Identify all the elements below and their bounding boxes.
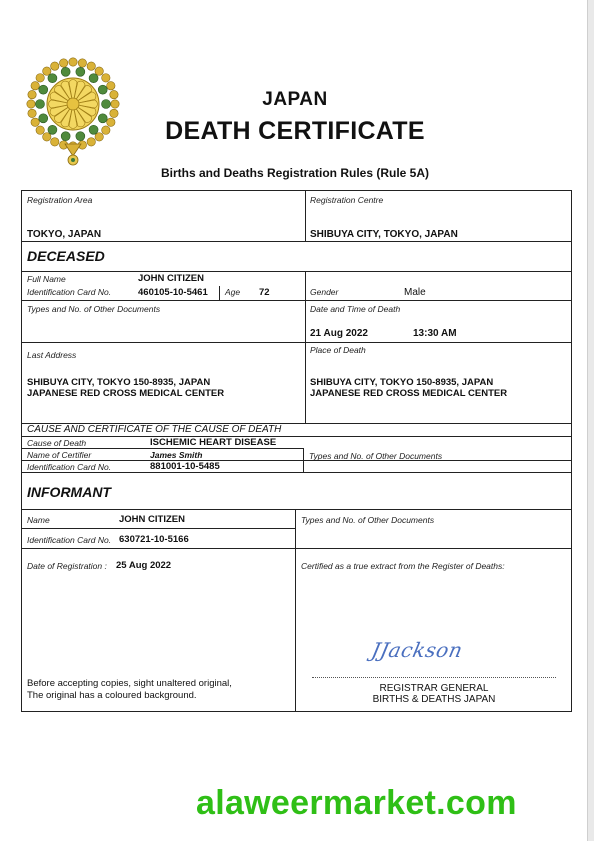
watermark-text: alaweermarket.com: [196, 784, 517, 822]
deceased-heading: DECEASED: [27, 248, 105, 264]
full-name-value: JOHN CITIZEN: [138, 273, 204, 284]
seal-ring-bead: [36, 74, 44, 82]
full-name-label: Full Name: [27, 274, 66, 284]
deceased-other-docs-label: Types and No. of Other Documents: [27, 304, 161, 314]
seal-ring-bead: [110, 90, 118, 98]
seal-leaf: [89, 125, 98, 134]
seal-ring-bead: [107, 118, 115, 126]
rule-after-cause-heading: [21, 436, 572, 437]
registrar-title-line2: BIRTHS & DEATHS JAPAN: [372, 694, 496, 705]
rule-after-name-row: [21, 300, 572, 301]
copy-notice-line1: Before accepting copies, sight unaltered original,: [27, 678, 232, 689]
seal-leaf: [39, 85, 48, 94]
certifier-label: Name of Certifier: [27, 450, 92, 460]
rule-after-certifier-row: [21, 460, 572, 461]
registration-area-value: TOKYO, JAPAN: [27, 229, 102, 240]
rule-after-cause-row: [21, 448, 303, 449]
gender-value: Male: [404, 287, 426, 298]
signature-dotted-line: [312, 677, 556, 678]
seal-ring-bead: [95, 133, 103, 141]
seal-ring-bead: [69, 58, 77, 66]
seal-leaf: [61, 67, 70, 76]
cause-other-docs-label: Types and No. of Other Documents: [309, 451, 443, 461]
col-divider-certifier: [303, 448, 304, 472]
rule-after-certifier-id: [21, 472, 572, 473]
seal-ring-bead: [87, 62, 95, 70]
informant-name-label: Name: [27, 515, 50, 525]
informant-id-value: 630721-10-5166: [119, 534, 189, 545]
seal-ring-bead: [102, 126, 110, 134]
gender-label: Gender: [310, 287, 339, 297]
seal-ring-bead: [51, 138, 59, 146]
deceased-id-value: 460105-10-5461: [138, 287, 208, 298]
registration-date-label: Date of Registration :: [27, 561, 107, 571]
seal-leaf: [98, 85, 107, 94]
certifier-id-label: Identification Card No.: [27, 462, 112, 472]
rule-after-docs-row: [21, 342, 572, 343]
last-address-line2: JAPANESE RED CROSS MEDICAL CENTER: [27, 388, 225, 399]
death-date-value: 21 Aug 2022: [310, 328, 368, 339]
registration-date-value: 25 Aug 2022: [116, 560, 172, 571]
seal-ring-bead: [95, 67, 103, 75]
country-heading: JAPAN: [262, 89, 328, 110]
imperial-seal-emblem: [24, 52, 122, 170]
registration-area-label: Registration Area: [27, 195, 93, 205]
seal-leaf: [76, 132, 85, 141]
rule-after-informant-id: [21, 548, 572, 549]
registrar-signature: JJackson: [369, 638, 466, 662]
seal-leaf: [98, 114, 107, 123]
last-address-line1: SHIBUYA CITY, TOKYO 150-8935, JAPAN: [27, 377, 211, 388]
age-label: Age: [225, 287, 241, 297]
cause-value: ISCHEMIC HEART DISEASE: [150, 437, 277, 448]
last-address-label: Last Address: [27, 350, 77, 360]
copy-notice-line2: The original has a coloured background.: [27, 690, 197, 701]
document-title: DEATH CERTIFICATE: [165, 117, 425, 145]
certified-statement: Certified as a true extract from the Register of Deaths:: [301, 561, 505, 571]
seal-leaf: [76, 67, 85, 76]
informant-name-value: JOHN CITIZEN: [119, 514, 185, 525]
rule-after-deceased-heading: [21, 271, 572, 272]
seal-leaf: [36, 100, 45, 109]
cause-label: Cause of Death: [27, 438, 87, 448]
seal-ring-bead: [27, 100, 35, 108]
seal-ring-bead: [111, 100, 119, 108]
seal-ring-bead: [31, 118, 39, 126]
death-datetime-label: Date and Time of Death: [310, 304, 401, 314]
seal-ring-bead: [107, 82, 115, 90]
informant-other-docs-label: Types and No. of Other Documents: [301, 515, 435, 525]
seal-leaf: [102, 100, 111, 109]
seal-ring-bead: [78, 59, 86, 67]
certifier-value: James Smith: [150, 450, 203, 460]
certifier-id-value: 881001-10-5485: [150, 461, 220, 472]
col-divider-deceased: [305, 271, 306, 423]
seal-ring-bead: [51, 62, 59, 70]
cause-heading: CAUSE AND CERTIFICATE OF THE CAUSE OF DEATH: [27, 424, 282, 435]
seal-ring-bead: [87, 138, 95, 146]
document-subtitle: Births and Deaths Registration Rules (Rule 5A): [160, 166, 430, 180]
col-divider-informant: [295, 509, 296, 712]
place-of-death-line1: SHIBUYA CITY, TOKYO 150-8935, JAPAN: [310, 377, 494, 388]
col-divider-registration: [305, 190, 306, 241]
seal-ring-bead: [59, 59, 67, 67]
informant-heading: INFORMANT: [27, 484, 111, 500]
seal-ring-bead: [43, 67, 51, 75]
place-of-death-label: Place of Death: [310, 345, 366, 355]
place-of-death-line2: JAPANESE RED CROSS MEDICAL CENTER: [310, 388, 508, 399]
registrar-title-line1: REGISTRAR GENERAL: [379, 683, 489, 694]
deceased-id-label: Identification Card No.: [27, 287, 112, 297]
death-time-value: 13:30 AM: [413, 328, 457, 339]
seal-ring-bead: [110, 109, 118, 117]
seal-ring-bead: [43, 133, 51, 141]
seal-ring-bead: [28, 109, 36, 117]
seal-ring-bead: [28, 90, 36, 98]
certificate-table: [21, 190, 572, 712]
seal-ring-bead: [36, 126, 44, 134]
page-edge-shadow: [588, 0, 594, 841]
seal-leaf: [48, 125, 57, 134]
seal-leaf: [39, 114, 48, 123]
age-value: 72: [259, 287, 270, 298]
rule-after-registration: [21, 241, 572, 242]
seal-leaf: [89, 74, 98, 83]
registration-centre-label: Registration Centre: [310, 195, 384, 205]
seal-leaf: [61, 132, 70, 141]
rule-after-informant-name: [21, 528, 295, 529]
registration-centre-value: SHIBUYA CITY, TOKYO, JAPAN: [310, 229, 458, 240]
seal-ring-bead: [102, 74, 110, 82]
seal-leaf: [48, 74, 57, 83]
col-divider-age: [219, 286, 220, 300]
seal-ring-bead: [31, 82, 39, 90]
informant-id-label: Identification Card No.: [27, 535, 112, 545]
rule-after-informant-heading: [21, 509, 572, 510]
